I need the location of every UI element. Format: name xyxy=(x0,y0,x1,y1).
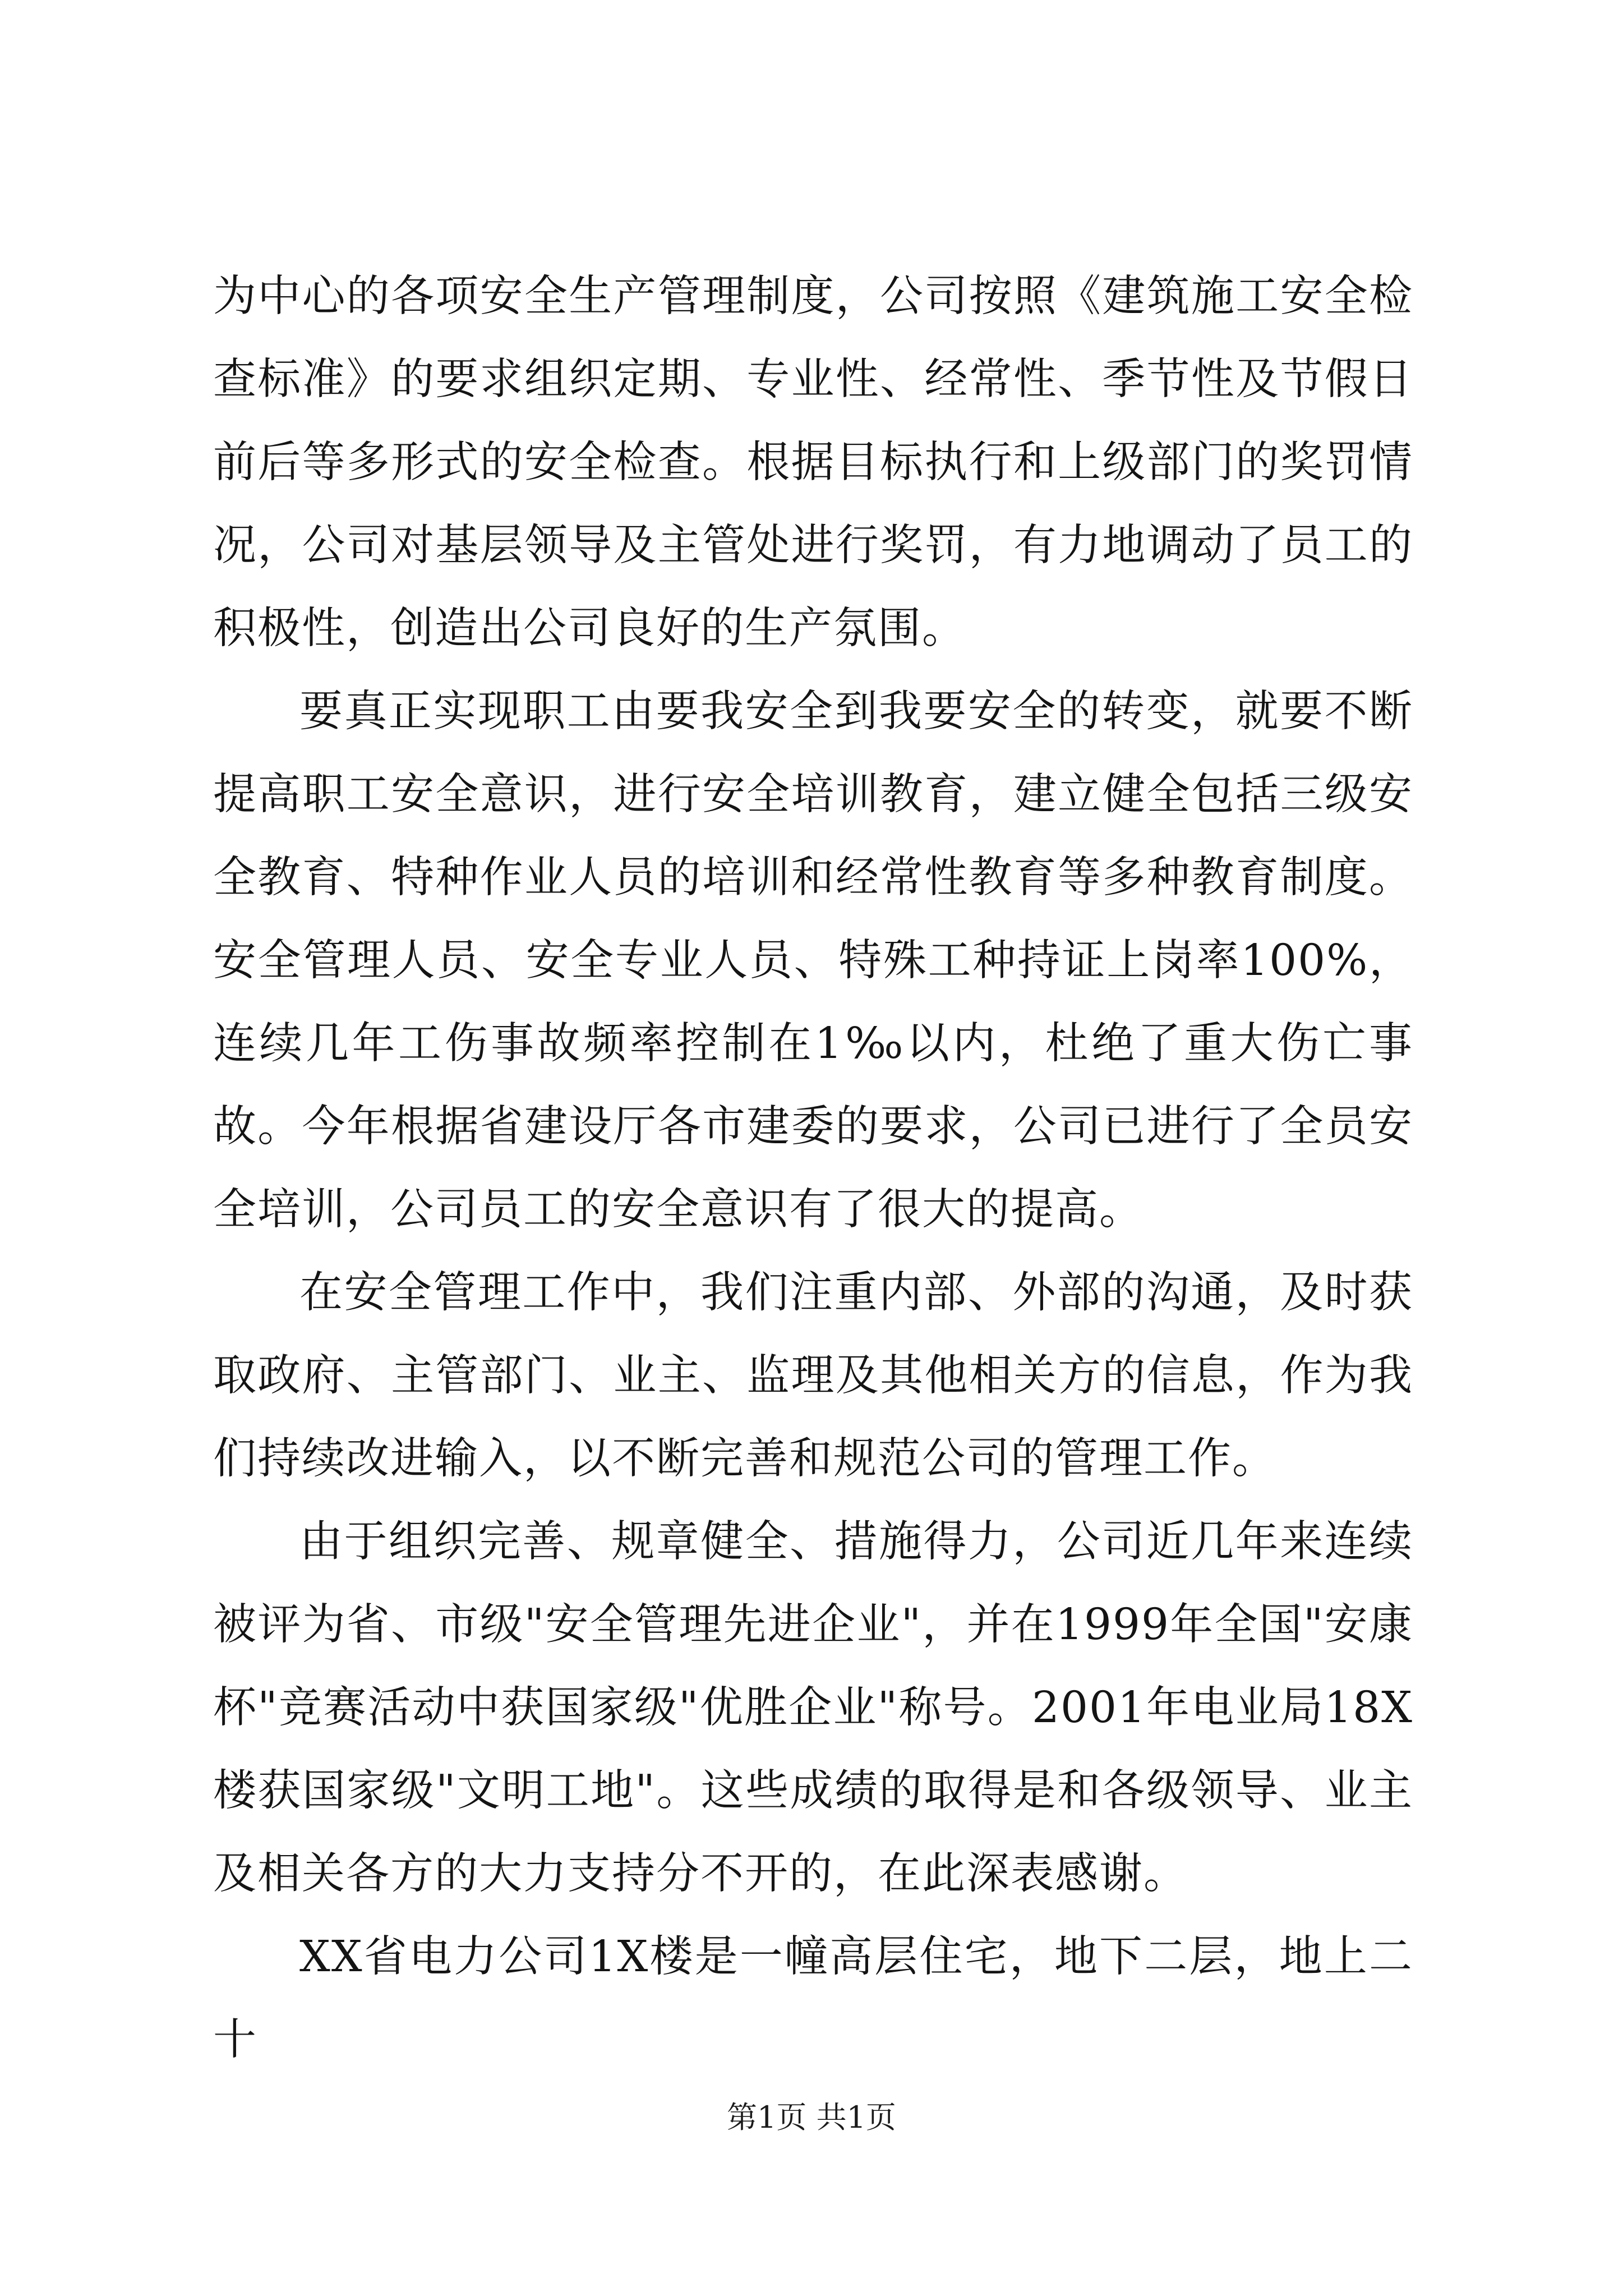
paragraph-2: 要真正实现职工由要我安全到我要安全的转变，就要不断提高职工安全意识，进行安全培训教育，建立健全包括三级安全教育、特种作业人员的培训和经常性教育等多种教育制度。安全管理人员、安全专业人员、特殊工种持证上岗率100%，连续几年工伤事故频率控制在1‰以内，杜绝了重大伤亡事故。今年根据省建设厅各市建委的要求，公司已进行了全员安全培训，公司员工的安全意识有了很大的提高。 xyxy=(213,687,1413,1235)
page-footer: 第1页 共1页 xyxy=(727,2100,896,2135)
paragraph-3: 在安全管理工作中，我们注重内部、外部的沟通，及时获取政府、主管部门、业主、监理及其他相关方的信息，作为我们持续改进输入，以不断完善和规范公司的管理工作。 xyxy=(213,1268,1413,1484)
paragraph-4: 由于组织完善、规章健全、措施得力，公司近几年来连续被评为省、市级"安全管理先进企业"，并在1999年全国"安康杯"竞赛活动中获国家级"优胜企业"称号。2001年电业局18X楼获国家级"文明工地"。这些成绩的取得是和各级领导、业主及相关各方的大力支持分不开的，在此深表感谢。 xyxy=(213,1517,1413,1899)
document-body xyxy=(213,255,1413,2082)
paragraph-1: 为中心的各项安全生产管理制度，公司按照《建筑施工安全检查标准》的要求组织定期、专业性、经常性、季节性及节假日前后等多形式的安全检查。根据目标执行和上级部门的奖罚情况，公司对基层领导及主管处进行奖罚，有力地调动了员工的积极性，创造出公司良好的生产氛围。 xyxy=(213,272,1413,654)
paragraph-5: XX省电力公司1X楼是一幢高层住宅，地下二层，地上二十 xyxy=(213,1932,1413,2065)
